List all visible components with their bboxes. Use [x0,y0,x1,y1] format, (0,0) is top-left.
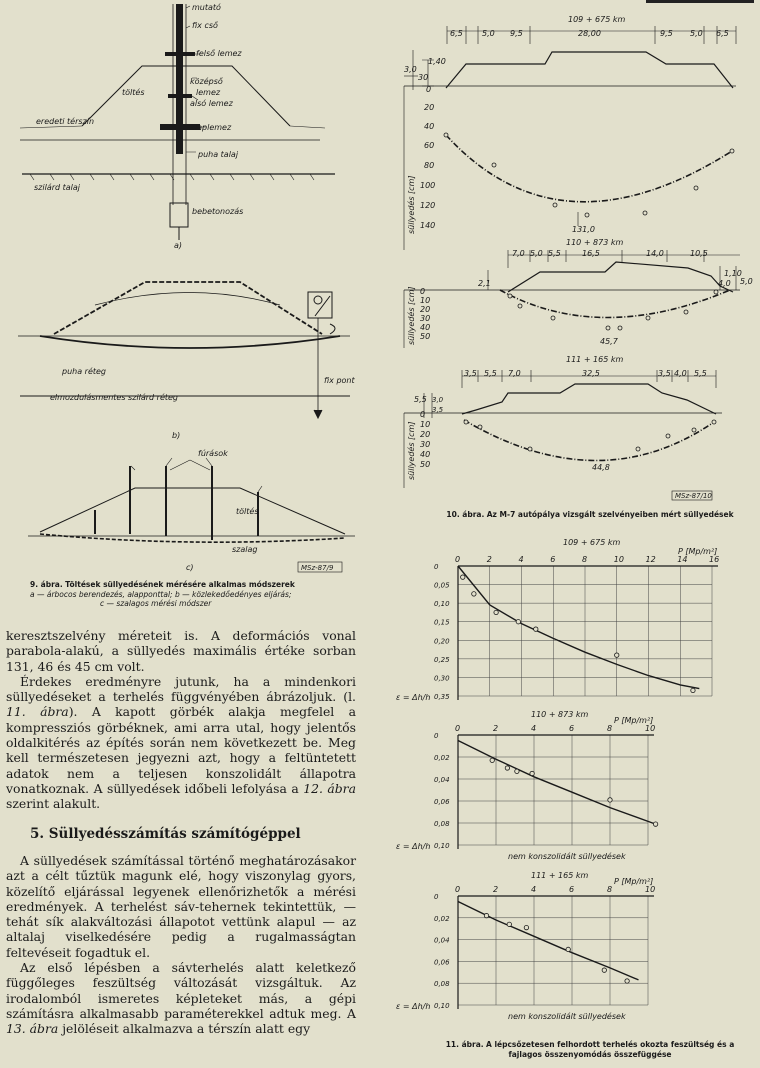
fig11-chart-2-ylabel: ε = Δh/h [396,842,431,851]
fig11-chart-2-point [505,766,509,770]
fig10-p1-dim-2: 9,5 [510,29,523,38]
paragraph-2 [6,674,356,812]
paragraph-2-b: ). A kapott görbék alakja megfelel a kompressziós görbéknek, ami arra utal, hogy jelentős oldalkitérés az építés során nem következett be. Meg kell természetesen jegyezni azt, hogy a feltüntetett adatok nem a teljesen konszolidált állapotra vonatkoznak. A süllyedések időbeli lefolyása a [6,704,356,796]
fig10-p3-ytick-4: 40 [420,450,431,459]
fig11-chart-1-xtick: 14 [677,555,688,564]
fig11-chart-3-ytick: 0,10 [434,1002,450,1010]
fig11-chart-3-point [625,979,629,983]
fig10-p2-ytick-4: 40 [420,323,431,332]
fig10-profile-3-points [464,420,716,451]
fig9b-label-puha-reteg: puha réteg [62,367,107,376]
fig9-caption-b: b — közlekedőedényes eljárás; [174,589,292,599]
fig11-chart-1-xtick: 0 [455,555,461,564]
fig10-p3-max: 44,8 [592,463,610,472]
fig11-chart-2-xtick: 10 [645,724,656,733]
fig10-caption [440,510,740,520]
fig11-chart-2-point [530,771,534,775]
fig10-caption-num: 10. ábra. [446,510,485,519]
fig10-p1-dim-4: 9,5 [660,29,673,38]
fig10-p1-h-0: 3,0 [404,65,417,74]
fig11-chart-2-point [608,798,612,802]
fig10-p2-dim-5: 10,5 [690,249,708,258]
fig11-chart-3-ylabel: ε = Δh/h [396,1002,431,1011]
fig10-p3-h-0: 5,5 [414,395,427,404]
fig10-p2-dim-4: 14,0 [646,249,664,258]
paragraph-4-ref: 13. ábra [6,1021,59,1037]
paragraph-3: A süllyedések számítással történő meghatározásakor azt a célt tűztük magunk elé, hogy viszonylag gyors, közelítő eljárással legyenek ellenőrizhetők a mérési eredmények. A terhelést sáv-tehernek tekintettük, — tehát sík alakváltozási állapotot vettünk alapul — az altalaj viselkedésére pedig a rugalmasságtan feltevéseit fogadtuk el. [6,853,356,960]
fig9a-label-alaplemez: alaplemez [190,123,232,132]
fig10-p2-dim-2: 5,5 [548,249,561,258]
fig10-p1-h-2: 1,40 [428,57,446,66]
fig9a-label-bebetonozas: bebetonozás [192,207,244,216]
fig10-p3-ylabel: süllyedés [cm] [407,421,416,480]
fig11-chart-1-xtick: 6 [550,555,556,564]
fig10-p1-title: 109 + 675 km [568,15,626,24]
fig10-p1-max: 131,0 [572,225,595,234]
fig9c-label-toltes: töltés [236,507,259,516]
body-text-upper [6,628,356,812]
fig9a-label-puha-talaj: puha talaj [198,150,239,159]
fig11-chart-1-xtick: 10 [613,555,624,564]
fig10-p3-ytick-1: 10 [420,420,431,429]
fig11-chart-2-ytick: 0,08 [434,820,450,828]
fig11-chart-3-point [484,913,488,917]
fig11-chart-3-point [524,925,528,929]
fig11-chart-3-ytick: 0,08 [434,980,450,989]
fig11-chart-2-ytick: 0,10 [434,842,450,850]
fig11-chart-3-ytick: 0,02 [434,914,450,923]
fig9b-label-fix-pont: fix pont [324,376,355,385]
fig11-chart-1-ytick: 0,10 [434,600,450,609]
fig11-chart-1-point [615,653,619,657]
fig9-caption-num: 9. ábra. [30,580,63,589]
fig10-p3-h-1: 3,0 [432,396,444,404]
fig10-profile-1 [404,26,736,250]
fig11-chart-3-xtick: 6 [569,885,575,894]
fig11-chart-2-point [490,758,494,762]
fig11-chart-3-ytick: 0,06 [434,958,450,967]
fig9-caption-title: Töltések süllyedésének mérésére alkalmas módszerek [65,580,295,589]
fig11-chart-2-xtick: 8 [607,724,613,733]
fig11-chart-2-xtick: 6 [569,724,575,733]
paragraph-4-b: jelöléseit alkalmazva a térszín alatt egy [58,1021,311,1037]
fig11-chart-3-point [602,968,606,972]
fig10-p3-title: 111 + 165 km [566,355,624,364]
fig10-stamp: MSz-87/10 [675,492,712,500]
fig10-p2-h-0: 2,1 [478,279,491,288]
fig10-p1-ytick-5: 100 [420,181,436,190]
fig10-p2-dim-3: 16,5 [582,249,600,258]
fig9a-label-eredeti-terszin: eredeti térszín [36,117,95,126]
fig11-chart-3-ytick: 0 [434,893,439,901]
fig11-chart-1-point [494,610,498,614]
fig9a-label-fix-cso: fix cső [192,21,218,30]
fig11-chart-3-note: nem konszolidált süllyedések [508,1012,626,1021]
fig11-chart-3-title: 111 + 165 km [531,871,589,880]
fig10-p2-ytick-2: 20 [420,305,431,314]
fig10-p1-dim-3: 28,00 [578,29,601,38]
fig11-chart-1-ytick: 0,30 [434,674,450,683]
fig11-chart-3-xtick: 4 [531,885,537,894]
fig11-caption [440,1040,740,1059]
fig10-p2-ytick-0: 0 [420,287,426,296]
fig11-chart-1-ytick: 0,05 [434,581,450,590]
paragraph-2-ref: 11. ábra [6,704,69,720]
fig11-chart-2-ytick: 0,02 [434,754,450,762]
fig10-p1-h-1: 30 [418,73,429,82]
fig11-chart-3-xtick: 10 [645,885,656,894]
fig11-chart-2-xtick: 4 [531,724,537,733]
fig10-profile-2-points [508,290,718,330]
fig10-p1-ylabel: süllyedés [cm] [407,175,416,234]
fig10-caption-text: Az M-7 autópálya vizsgált szelvényeiben mért süllyedések [486,510,734,519]
fig10-p2-h-1: 4,0 [718,279,731,288]
fig11-chart-1-title: 109 + 675 km [563,538,621,547]
fig10-p2-h-2: 1,10 [724,269,742,278]
fig11-chart-1-xtick: 12 [645,555,656,564]
section-heading: 5. Süllyedésszámítás számítógéppel [30,826,301,842]
fig10-profile-3 [404,370,722,500]
fig10-p1-ytick-7: 140 [420,221,436,230]
fig11-chart-2-xtick: 2 [493,724,499,733]
fig11-chart-3-xtick: 8 [607,885,613,894]
fig11-chart-1-xtick: 16 [709,555,720,564]
paragraph-2-a: Érdekes eredményre jutunk, ha a mindenkori süllyedéseket a terhelés függvényében ábrázoljuk. (l. [6,673,356,705]
fig10-p2-dim-1: 5,0 [530,249,543,258]
fig11-chart-1-ylabel: ε = Δh/h [396,693,431,702]
fig9c-label-sub: c) [186,563,194,572]
fig11-chart-1-point [516,620,520,624]
fig9c-label-furasok: fúrások [198,449,228,458]
fig11-chart-1-ytick: 0,15 [434,618,450,627]
fig9a-label-also-lemez: alsó lemez [190,99,233,108]
fig10-p1-dim-6: 6,5 [716,29,729,38]
fig10-labels [404,15,753,500]
fig11-chart-2-point [515,769,519,773]
fig10-p3-ytick-0: 0 [420,410,426,419]
fig9b-label-sub: b) [172,431,181,440]
fig10-p3-ytick-5: 50 [420,460,431,469]
fig11-chart-2-note: nem konszolidált süllyedések [508,852,626,861]
fig10-p2-dim-0: 7,0 [512,249,525,258]
fig10-p1-ytick-0: 0 [426,85,432,94]
fig10-p2-ytick-1: 10 [420,296,431,305]
body-text-lower [6,853,356,1037]
fig10-p3-dim-5: 4,0 [674,369,687,378]
fig10-p3-dim-3: 32,5 [582,369,600,378]
fig11-chart-3-point [566,947,570,951]
fig11-chart-1-ytick: 0,20 [434,637,450,646]
fig10-p3-h-2: 3,5 [432,406,444,414]
fig10-p1-ytick-1: 20 [424,103,435,112]
fig11-chart-3-xlabel: P [Mp/m²] [614,877,654,886]
fig11-chart-2-title: 110 + 873 km [531,710,589,719]
fig11-chart-1-point [534,627,538,631]
fig11-chart-3-curve [458,902,639,980]
fig10-p3-dim-0: 3,5 [464,369,477,378]
fig10-p1-dim-5: 5,0 [690,29,703,38]
fig9-caption-c: c — szalagos mérési módszer [100,599,212,608]
fig11-chart-1-point [691,688,695,692]
fig11-chart-2-ytick: 0,06 [434,798,450,806]
fig10-p1-ytick-4: 80 [424,161,435,170]
fig11-chart-3-xtick: 2 [493,885,499,894]
fig9a-label-toltes: töltés [122,88,145,97]
fig10-p1-ytick-2: 40 [424,122,435,131]
fig9a-label-kozepso: középső [190,77,223,86]
fig10-p3-dim-4: 3,5 [658,369,671,378]
fig10-p3-ytick-3: 30 [420,440,431,449]
fig11-chart-2-ytick: 0,04 [434,776,450,784]
fig11-chart-3-xtick: 0 [455,885,461,894]
fig10-p3-ytick-2: 20 [420,430,431,439]
fig10-p1-dim-0: 6,5 [450,29,463,38]
fig11-caption-num: 11. ábra. [445,1040,484,1049]
fig10-p3-dim-6: 5,5 [694,369,707,378]
fig10-p1-ytick-6: 120 [420,201,436,210]
fig9-caption-a: a — árbocos berendezés, alapponttal; [30,589,173,599]
fig10-p2-max: 45,7 [600,337,618,346]
fig11-chart-1-ytick: 0,25 [434,655,450,664]
fig11-chart-2-xlabel: P [Mp/m²] [614,716,654,725]
fig9-caption [30,580,360,609]
fig10-p2-h-3: 5,0 [740,277,753,286]
paragraph-2-ref2: 12. ábra [303,780,356,796]
fig9b-label-szilard-reteg: elmozdulásmentes szilárd réteg [50,393,178,402]
paragraph-4-a: Az első lépésben a sávterhelés alatt keletkező függőleges feszültség változását vizsgáltuk. Az irodalomból ismeretes képleteket más, a gépi számításra alkalmasabb paraméterekkel adtuk meg. A [6,960,356,1021]
paragraph-4 [6,960,356,1036]
fig11-chart-1-point [472,592,476,596]
fig11-chart-3-point [507,922,511,926]
fig9a-label-mutato: mutató [192,3,221,12]
fig10-profile-2 [404,250,740,348]
fig11-charts [396,538,719,1021]
fig10-p2-title: 110 + 873 km [566,238,624,247]
fig10-p1-ytick-3: 60 [424,141,435,150]
fig9a-label-szilard-talaj: szilárd talaj [34,183,81,192]
fig9-labels [34,2,355,572]
fig11-chart-1-ytick: 0 [434,563,439,571]
fig11-chart-1-xtick: 8 [582,555,588,564]
fig11-chart-3-ytick: 0,04 [434,936,450,945]
fig10-p2-ytick-3: 30 [420,314,431,323]
fig10-p2-ylabel: süllyedés [cm] [407,286,416,345]
fig9a-label-lemez: lemez [196,88,221,97]
fig9a-label-felso-lemez: felső lemez [196,49,242,58]
fig11-chart-2-xtick: 0 [455,724,461,733]
fig10-p3-dim-2: 7,0 [508,369,521,378]
fig11-chart-1-ytick: 0,35 [434,693,450,701]
fig9a-label-sub: a) [174,241,183,250]
fig11-chart-2-point [653,822,657,826]
fig9-stamp: MSz-87/9 [301,564,334,572]
fig10-p3-dim-1: 5,5 [484,369,497,378]
paragraph-2-c: szerint alakult. [6,796,101,812]
fig9c-diagram [28,458,355,572]
fig11-chart-1-xtick: 2 [486,555,492,564]
fig11-chart-1-xlabel: P [Mp/m²] [678,547,718,556]
fig11-chart-1-xtick: 4 [518,555,524,564]
paragraph-1: keresztszelvény méreteit is. A deformációs vonal parabola-alakú, a süllyedés maximális értéke sorban 131, 46 és 45 cm volt. [6,628,356,674]
fig10-p1-dim-1: 5,0 [482,29,495,38]
fig11-caption-text: A lépcsőzetesen felhordott terhelés okozta feszültség és a fajlagos összenyomódás összefüggése [486,1040,735,1059]
fig11-chart-1-point [461,575,465,579]
fig10-p2-ytick-5: 50 [420,332,431,341]
fig11-chart-2-ytick: 0 [434,732,439,740]
fig11-chart-2-curve [458,741,656,825]
fig9c-label-szalag: szalag [232,545,258,554]
